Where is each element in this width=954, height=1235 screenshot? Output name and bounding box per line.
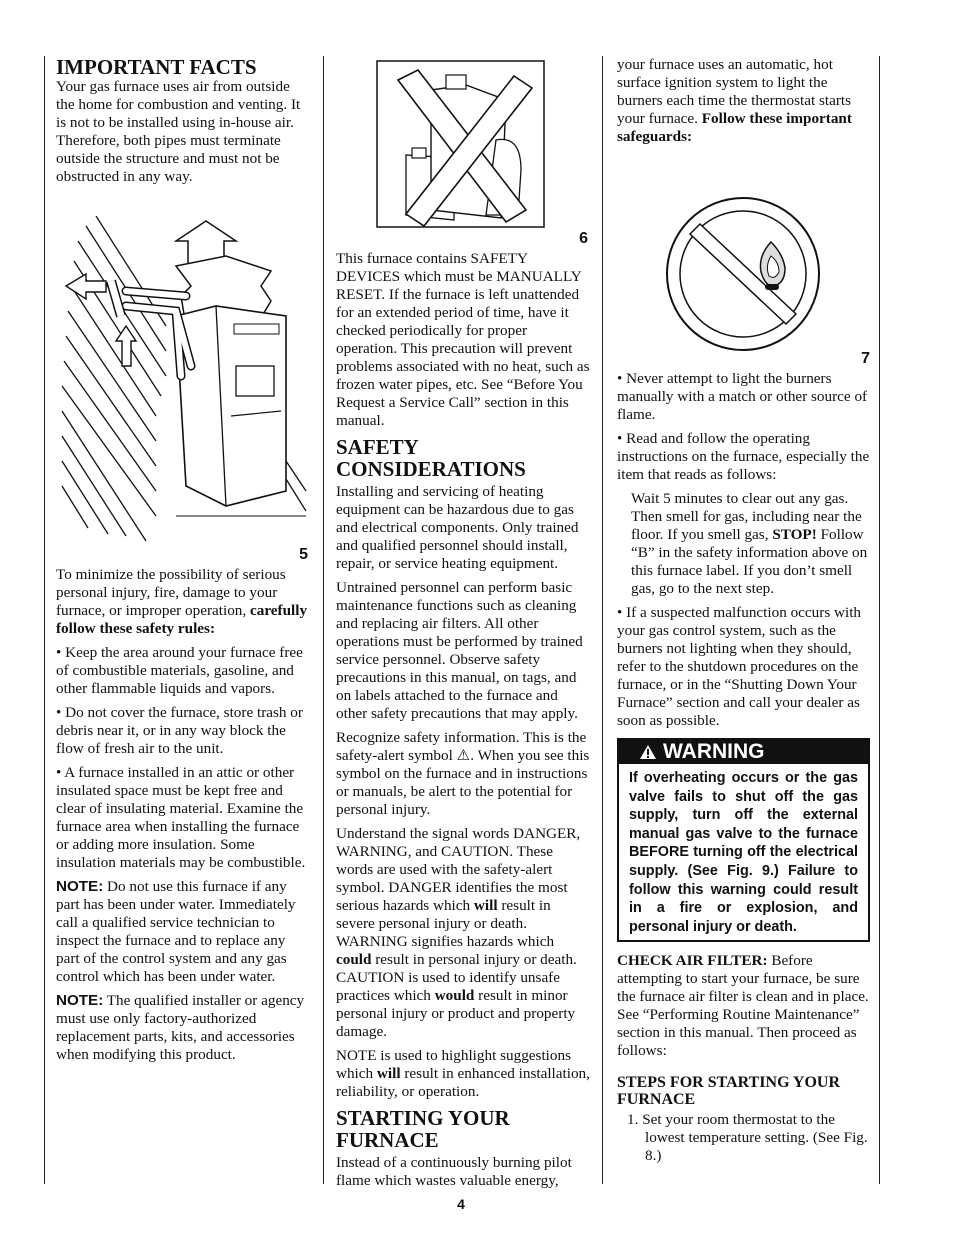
column-2 — [336, 56, 590, 1196]
safety-rules-intro: To minimize the possibility of serious personal injury, fire, damage to your furnace, or improper operation, carefully follow these safety rules: — [56, 566, 308, 637]
safety-bullet-insulation: • A furnace installed in an attic or other insulated space must be kept free and clear of insulating material. Examine the furnace area when installing the furnace or adding more insulation. Some insulation materials may be combustible. — [56, 764, 306, 871]
warning-text: If overheating occurs or the gas valve fails to shut off the gas supply, turn off the external manual gas valve to the furnace BEFORE turning off the electrical supply. (See Fig. 9.) Failure to follow this warning could result in a fire or explosion, and personal injury or death. — [629, 770, 858, 935]
safety-considerations-p1: Installing and servicing of heating equipment can be hazardous due to gas and electrical components. Only trained and qualified personnel should install, repair, or service heating equipment. — [336, 483, 579, 572]
signal-words-paragraph: Understand the signal words DANGER, WARNING, and CAUTION. These words are used with the safety-alert symbol. DANGER identifies the most serious hazards which will result in severe personal injury or death. WARNING signifies hazards which could result in personal injury or death. CAUTION is used to identify unsafe practices which would result in minor personal injury or product and property damage. — [336, 825, 581, 1040]
figure-5 — [56, 216, 308, 564]
manual-reset-text: This furnace contains SAFETY DEVICES which must be MANUALLY RESET. If the furnace is left unattended for an extended period of time, have it checked periodically for proper operation. This precaution will prevent problems associated with no heat, such as frozen water pipes, etc. See “Before You Request a Service Call” section in this manual. — [336, 250, 590, 429]
warning-triangle-icon — [639, 744, 657, 760]
no-open-flame-icon — [663, 194, 823, 354]
figure-5-number: 5 — [299, 546, 308, 563]
ignition-system-text: your furnace uses an automatic, hot surface ignition system to light the burners each time the thermostat starts your furnace. Follow these important safeguards: — [617, 56, 852, 145]
safety-bullet-combustibles: • Keep the area around your furnace free of combustible materials, gasoline, and other flammable liquids and vapors. — [56, 644, 303, 697]
note-water-damage: NOTE: Do not use this furnace if any part has been under water. Immediately call a qualified service technician to inspect the furnace and to replace any part of the control system and any gas control which has been under water. — [56, 878, 296, 985]
steps-for-starting-heading: STEPS FOR STARTING YOUR FURNACE — [617, 1074, 841, 1109]
warning-header — [619, 740, 868, 764]
safety-rules-intro-bold: carefully follow these safety rules: — [56, 602, 308, 637]
page-number: 4 — [457, 1196, 465, 1212]
note-definition-paragraph: NOTE is used to highlight suggestions which will result in enhanced installation, reliability, or operation. — [336, 1047, 590, 1100]
starting-your-furnace-heading: STARTING YOUR FURNACE — [336, 1106, 510, 1152]
figure-6-number: 6 — [579, 230, 588, 247]
safety-bullet-airflow: • Do not cover the furnace, store trash or debris near it, or in any way block the flow of fresh air to the unit. — [56, 704, 303, 757]
safety-alert-icon: ⚠ — [456, 747, 471, 764]
safety-considerations-p2: Untrained personnel can perform basic maintenance functions such as cleaning and replacing air filters. All other operations must be performed by trained service personnel. Observe safety precautions in this manual, on tags, and on labels attached to the furnace and other safety precautions that may apply. — [336, 579, 583, 722]
figure-7 — [617, 152, 870, 370]
check-air-filter-paragraph: CHECK AIR FILTER: Before attempting to start your furnace, be sure the furnace air filter is clean and in place. See “Performing Routine Maintenance” section in this manual. Then proceed as follows: — [617, 952, 869, 1060]
furnace-installation-illustration — [56, 216, 308, 546]
smell-for-gas-quote: Wait 5 minutes to clear out any gas. Then smell for gas, including near the floor. If you smell gas, STOP! Follow “B” in the safety information above on this furnace label. If you don’t smell gas, go to the next step. — [631, 490, 868, 597]
safety-alert-paragraph: Recognize safety information. This is the safety-alert symbol ⚠. When you see this symbol on the furnace and in instructions or manuals, be alert to the potential for personal injury. — [336, 729, 590, 818]
note-replacement-parts: NOTE: The qualified installer or agency must use only factory-authorized replacement parts, kits, and accessories when modifying this product. — [56, 992, 305, 1063]
column-rule-1 — [323, 56, 324, 1184]
warning-box — [617, 738, 870, 942]
figure-7-number: 7 — [861, 350, 870, 367]
step-1: 1. Set your room thermostat to the lowest temperature setting. (See Fig. 8.) — [627, 1111, 868, 1165]
figure-6 — [336, 56, 590, 250]
important-facts-heading: IMPORTANT FACTS — [56, 55, 257, 79]
column-3 — [617, 56, 870, 1171]
safeguard-bullet-malfunction: • If a suspected malfunction occurs with your gas control system, such as the burners not lighting when they should, refer to the shutdown procedures on the furnace, or in the “Shutting Down Your Furnace” section and call your dealer as soon as possible. — [617, 604, 862, 729]
safeguard-bullet-instructions: • Read and follow the operating instructions on the furnace, especially the item that reads as follows: — [617, 430, 870, 483]
column-1 — [56, 56, 308, 1070]
starting-furnace-text: Instead of a continuously burning pilot flame which wastes valuable energy, — [336, 1154, 572, 1189]
column-rule-right — [879, 56, 880, 1184]
warning-title: WARNING — [663, 740, 765, 763]
no-flammables-illustration — [336, 60, 590, 236]
column-rule-2 — [602, 56, 603, 1184]
column-rule-left — [44, 56, 45, 1184]
safety-considerations-heading: SAFETY CONSIDERATIONS — [336, 435, 526, 481]
safeguard-bullet-manual-lighting: • Never attempt to light the burners manually with a match or other source of flame. — [617, 370, 868, 423]
important-facts-text: Your gas furnace uses air from outside the home for combustion and venting. It is not to be installed using in-house air. Therefore, both pipes must terminate outside the structure and must not be obstructed in any way. — [56, 78, 301, 185]
